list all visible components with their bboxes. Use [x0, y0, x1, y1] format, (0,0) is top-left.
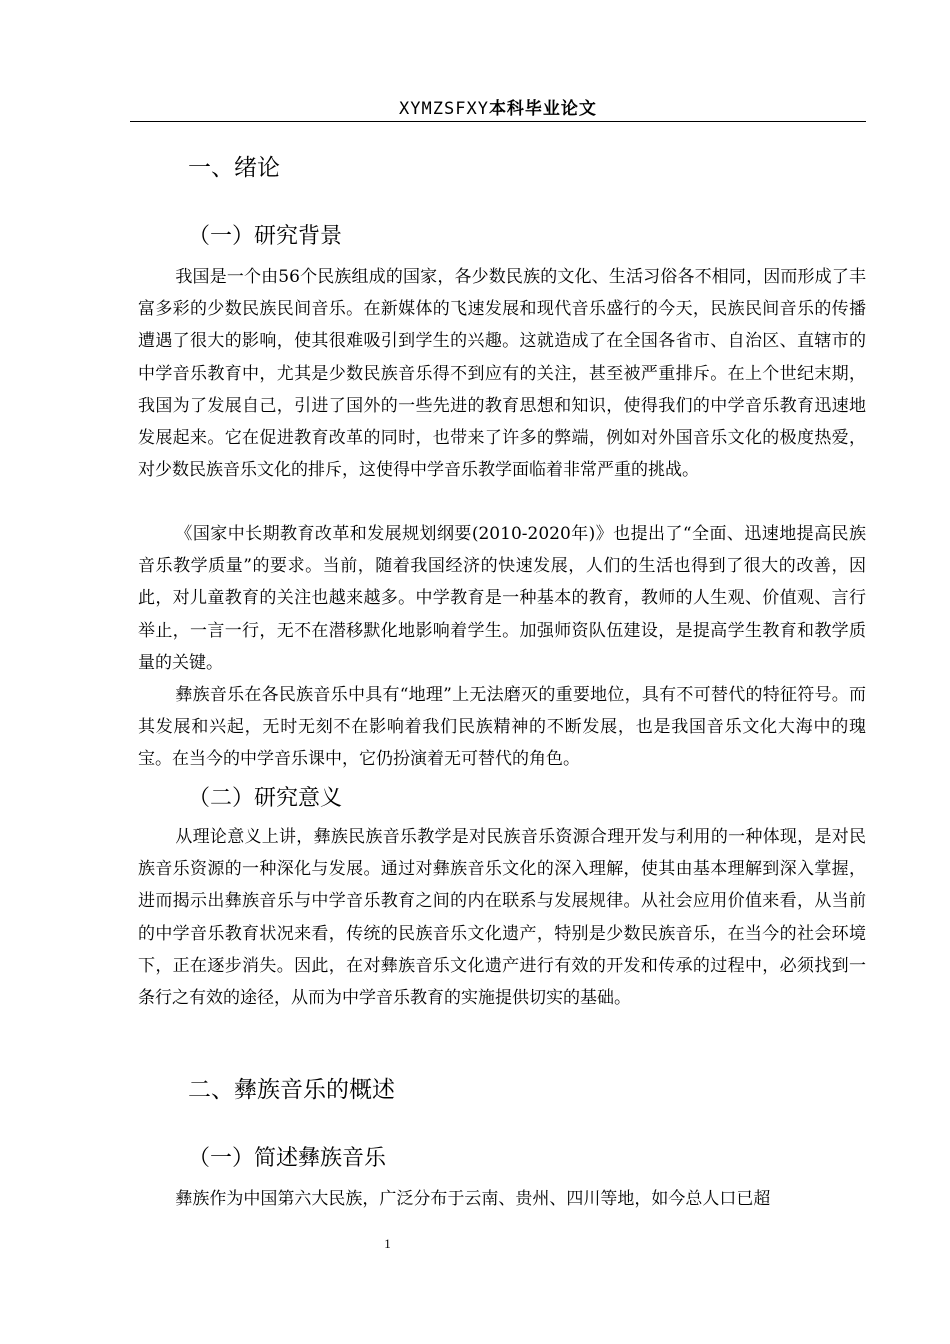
paragraph-significance-1: 从理论意义上讲，彝族民族音乐教学是对民族音乐资源合理开发与利用的一种体现，是对民族音乐资源的一种深化与发展。通过对彝族音乐文化的深入理解，使其由基本理解到深入掌握，进而揭示出彝族音乐与中学音乐教育之间的内在联系与发展规律。从社会应用价值来看，从当前的中学音乐教育状况来看，传统的民族音乐文化遗产，特别是少数民族音乐，在当今的社会环境下，正在逐步消失。因此，在对彝族音乐文化遗产进行有效的开发和传承的过程中，必须找到一条行之有效的途径，从而为中学音乐教育的实施提供切实的基础。 — [138, 827, 866, 1009]
paragraph-background-3: 彝族音乐在各民族音乐中具有“地理”上无法磨灭的重要地位，具有不可替代的特征符号。而其发展和兴起，无时无刻不在影响着我们民族精神的不断发展，也是我国音乐文化大海中的瑰宝。在当今的中学音乐课中，它仍扮演着无可替代的角色。 — [138, 685, 866, 770]
running-header — [130, 98, 866, 120]
header-doc-type: 本科毕业论文 — [488, 99, 597, 119]
subsection-heading-yi-music-brief: （一）简述彝族音乐 — [188, 1146, 387, 1171]
section-heading-introduction: 一、绪论 — [188, 155, 280, 181]
header-school-code: XYMZSFXY — [399, 99, 489, 119]
header-rule — [130, 121, 866, 122]
subsection-heading-significance: （二）研究意义 — [188, 786, 343, 811]
page-number: 1 — [384, 1236, 391, 1251]
paragraph-background-1: 我国是一个由56个民族组成的国家，各少数民族的文化、生活习俗各不相同，因而形成了丰富多彩的少数民族民间音乐。在新媒体的飞速发展和现代音乐盛行的今天，民族民间音乐的传播遭遇了很大的影响，使其很难吸引到学生的兴趣。这就造成了在全国各省市、自治区、直辖市的中学音乐教育中，尤其是少数民族音乐得不到应有的关注，甚至被严重排斥。在上个世纪末期，我国为了发展自己，引进了国外的一些先进的教育思想和知识，使得我们的中学音乐教育迅速地发展起来。它在促进教育改革的同时，也带来了许多的弊端，例如对外国音乐文化的极度热爱，对少数民族音乐文化的排斥，这使得中学音乐教学面临着非常严重的挑战。 — [138, 267, 866, 481]
section-heading-yi-music-overview: 二、彝族音乐的概述 — [188, 1077, 395, 1103]
subsection-heading-background: （一）研究背景 — [188, 224, 343, 249]
paragraph-yi-music-brief-1: 彝族作为中国第六大民族，广泛分布于云南、贵州、四川等地，如今总人口已超 — [175, 1189, 771, 1209]
paragraph-background-2: 《国家中长期教育改革和发展规划纲要(2010-2020年)》也提出了“全面、迅速地提高民族音乐教学质量”的要求。当前，随着我国经济的快速发展，人们的生活也得到了很大的改善，因此，对儿童教育的关注也越来越多。中学教育是一种基本的教育，教师的人生观、价值观、言行举止，一言一行，无不在潜移默化地影响着学生。加强师资队伍建设，是提高学生教育和教学质量的关键。 — [138, 524, 866, 673]
